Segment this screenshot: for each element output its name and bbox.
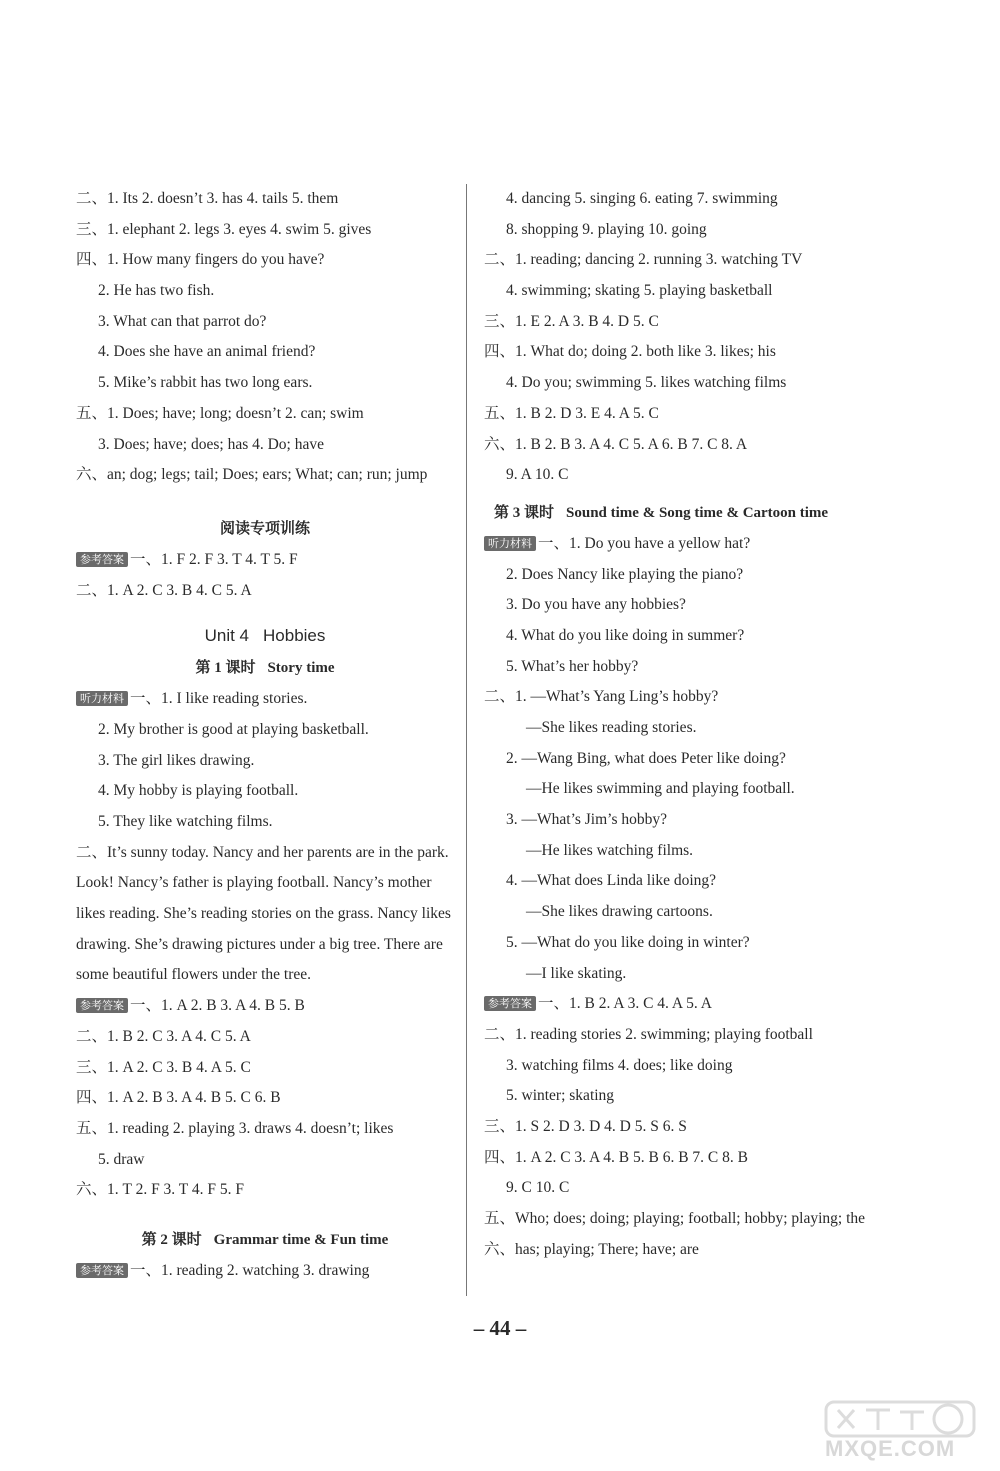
passage-line: Look! Nancy’s father is playing football. Nancy’s mother	[76, 874, 432, 892]
answer-text: 一、1. reading 2. watching 3. drawing	[130, 1261, 370, 1279]
answer-line: 三、1. A 2. C 3. B 4. A 5. C	[76, 1058, 251, 1076]
answer-line: 三、1. S 2. D 3. D 4. D 5. S 6. S	[484, 1117, 687, 1135]
listening-line: 2. Does Nancy like playing the piano?	[506, 565, 744, 583]
unit-name: Hobbies	[263, 626, 326, 646]
answer-line: 二、1. A 2. C 3. B 4. C 5. A	[76, 581, 252, 599]
passage-line: some beautiful flowers under the tree.	[76, 966, 311, 984]
listening-text: 一、1. I like reading stories.	[130, 690, 308, 708]
answer-key-tag: 参考答案	[484, 996, 536, 1011]
answer-text: 一、1. F 2. F 3. T 4. T 5. F	[130, 550, 298, 568]
answer-line: 三、1. E 2. A 3. B 4. D 5. C	[484, 312, 659, 330]
answer-line: 六、1. B 2. B 3. A 4. C 5. A 6. B 7. C 8. A	[484, 435, 748, 453]
listening-line: 3. The girl likes drawing.	[98, 751, 255, 769]
answer-line: 二、1. reading stories 2. swimming; playing football	[484, 1025, 813, 1043]
lesson-heading	[484, 497, 864, 529]
answer-line: 五、1. Does; have; long; doesn’t 2. can; swim	[76, 404, 364, 422]
answer-line: 4. dancing 5. singing 6. eating 7. swimming	[506, 190, 778, 207]
listening-line: 4. My hobby is playing football.	[98, 782, 299, 800]
listening-text: 一、1. Do you have a yellow hat?	[538, 534, 751, 552]
watermark-url: MXQE.COM	[825, 1436, 956, 1461]
answer-line: 五、1. reading 2. playing 3. draws 4. doesn’t; likes	[76, 1119, 394, 1137]
listening-line: 5. They like watching films.	[98, 813, 273, 830]
answer-line: 5. draw	[98, 1150, 145, 1168]
answer-line: 5. winter; skating	[506, 1087, 615, 1105]
answer-line: 4. Does she have an animal friend?	[98, 343, 316, 361]
answer-line: 3. watching films 4. does; like doing	[506, 1056, 733, 1074]
listening-line: 4. —What does Linda like doing?	[506, 872, 717, 890]
answer-key-tag: 参考答案	[76, 998, 128, 1013]
answer-line: 六、has; playing; There; have; are	[484, 1240, 699, 1258]
answer-key-tag: 参考答案	[76, 1263, 128, 1278]
column-divider	[466, 184, 467, 1296]
passage-line: drawing. She’s drawing pictures under a big tree. There are	[76, 935, 443, 953]
listening-line: 3. —What’s Jim’s hobby?	[506, 811, 668, 829]
listening-material-tag: 听力材料	[484, 536, 536, 551]
answer-line: 三、1. elephant 2. legs 3. eyes 4. swim 5. gives	[76, 220, 372, 238]
answer-line: 3. What can that parrot do?	[98, 312, 267, 330]
answer-key-tag: 参考答案	[76, 552, 128, 567]
unit-heading	[76, 620, 454, 652]
lesson-name: Story time	[267, 660, 335, 677]
listening-line	[484, 529, 864, 560]
listening-material-tag: 听力材料	[76, 691, 128, 706]
listening-line: 二、1. —What’s Yang Ling’s hobby?	[484, 688, 719, 706]
answer-line: 4. Do you; swimming 5. likes watching films	[506, 374, 787, 392]
listening-line: —He likes swimming and playing football.	[526, 780, 795, 798]
answer-text: 一、1. B 2. A 3. C 4. A 5. A	[538, 995, 712, 1013]
listening-line: 4. What do you like doing in summer?	[506, 626, 745, 644]
answer-line: 9. C 10. C	[506, 1179, 570, 1197]
listening-line: —I like skating.	[526, 964, 627, 982]
lesson-label: 第 3 课时	[494, 504, 555, 521]
listening-line: —He likes watching films.	[526, 841, 694, 859]
answer-line: 四、1. How many fingers do you have?	[76, 251, 325, 269]
answer-line: 4. swimming; skating 5. playing basketball	[506, 282, 773, 300]
right-column	[484, 184, 864, 1265]
lesson-name: Sound time & Song time & Cartoon time	[566, 504, 829, 521]
answer-text: 一、1. A 2. B 3. A 4. B 5. B	[130, 997, 305, 1015]
listening-line: —She likes reading stories.	[526, 719, 697, 736]
answer-line: 2. He has two fish.	[98, 282, 215, 300]
answer-line	[76, 1256, 454, 1287]
answer-line: 3. Does; have; does; has 4. Do; have	[98, 435, 324, 453]
answer-line: 二、1. B 2. C 3. A 4. C 5. A	[76, 1027, 251, 1045]
passage-line: likes reading. She’s reading stories on the grass. Nancy likes	[76, 905, 451, 923]
listening-line: 5. What’s her hobby?	[506, 657, 639, 675]
listening-line: —She likes drawing cartoons.	[526, 903, 713, 921]
answer-line: 9. A 10. C	[506, 466, 569, 484]
answer-line	[76, 545, 454, 576]
listening-line	[76, 684, 454, 715]
answer-line: 四、1. A 2. B 3. A 4. B 5. C 6. B	[76, 1089, 281, 1107]
lesson-heading	[76, 652, 454, 684]
answer-line: 五、1. B 2. D 3. E 4. A 5. C	[484, 404, 659, 422]
answer-line: 五、Who; does; doing; playing; football; hobby; playing; the	[484, 1210, 865, 1227]
answer-line	[484, 989, 864, 1020]
unit-number: Unit 4	[204, 626, 250, 646]
answer-line: 二、1. Its 2. doesn’t 3. has 4. tails 5. them	[76, 190, 339, 207]
answer-line: 六、1. T 2. F 3. T 4. F 5. F	[76, 1181, 244, 1199]
lesson-name: Grammar time & Fun time	[213, 1231, 389, 1248]
answer-line: 四、1. What do; doing 2. both like 3. likes; his	[484, 343, 776, 361]
listening-line: 2. —Wang Bing, what does Peter like doing?	[506, 749, 786, 767]
answer-line: 5. Mike’s rabbit has two long ears.	[98, 374, 313, 392]
answer-line: 四、1. A 2. C 3. A 4. B 5. B 6. B 7. C 8. B	[484, 1148, 748, 1166]
lesson-heading	[76, 1224, 454, 1256]
listening-line: 3. Do you have any hobbies?	[506, 596, 686, 614]
answer-line: 二、1. reading; dancing 2. running 3. watching TV	[484, 251, 803, 269]
left-column	[76, 184, 454, 1287]
lesson-label: 第 1 课时	[195, 660, 256, 677]
answer-line: 8. shopping 9. playing 10. going	[506, 220, 707, 238]
answer-line: 六、an; dog; legs; tail; Does; ears; What; can; run; jump	[76, 466, 428, 484]
page-number: – 44 –	[473, 1316, 527, 1340]
listening-line: 5. —What do you like doing in winter?	[506, 933, 750, 951]
lesson-label: 第 2 课时	[141, 1231, 202, 1248]
answer-line	[76, 991, 454, 1022]
passage-line: 二、It’s sunny today. Nancy and her parents are in the park.	[76, 843, 449, 861]
listening-line: 2. My brother is good at playing basketball.	[98, 720, 369, 738]
reading-training-heading: 阅读专项训练	[219, 518, 310, 537]
